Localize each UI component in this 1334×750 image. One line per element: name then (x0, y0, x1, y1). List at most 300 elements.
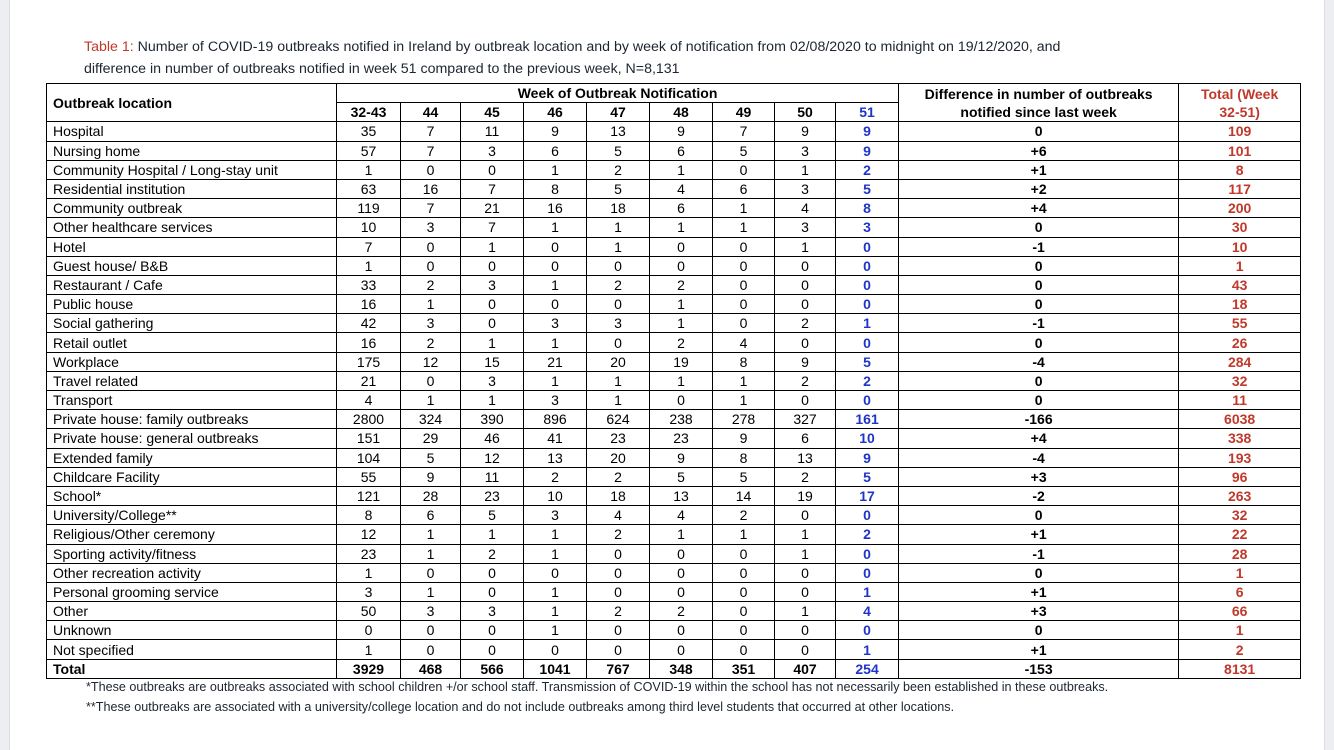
week-44-cell: 7 (401, 141, 461, 160)
week-47-cell: 2 (587, 525, 650, 544)
week-44-cell: 3 (401, 602, 461, 621)
week-48-cell: 0 (650, 391, 713, 410)
total-cell: 193 (1179, 448, 1301, 467)
total-cell: 32 (1179, 506, 1301, 525)
week-44-cell: 1 (401, 391, 461, 410)
week-46-cell: 6 (524, 141, 587, 160)
week-50-cell: 3 (775, 218, 836, 237)
week-51-cell: 0 (836, 333, 899, 352)
table-row (47, 179, 1301, 198)
week-44-cell: 1 (401, 582, 461, 601)
week-32-43-cell: 4 (337, 391, 401, 410)
week-50-cell: 4 (775, 199, 836, 218)
header-total-line1: Total (Week (1200, 85, 1279, 102)
week-48-cell: 1 (650, 314, 713, 333)
week-47-cell: 624 (587, 410, 650, 429)
outbreak-table-wrapper (46, 83, 1301, 679)
week-32-43-cell: 57 (337, 141, 401, 160)
total-cell: 1 (1179, 256, 1301, 275)
location-cell: Childcare Facility (47, 467, 337, 486)
difference-cell: -1 (899, 237, 1179, 256)
week-47-cell: 1 (587, 391, 650, 410)
week-48-cell: 9 (650, 122, 713, 141)
difference-cell: 0 (899, 295, 1179, 314)
week-50-cell: 3 (775, 141, 836, 160)
week-44-cell: 468 (401, 659, 461, 678)
week-48-cell: 2 (650, 602, 713, 621)
week-47-cell: 20 (587, 448, 650, 467)
week-47-cell: 13 (587, 122, 650, 141)
week-50-cell: 327 (775, 410, 836, 429)
week-50-cell: 1 (775, 602, 836, 621)
week-45-cell: 3 (461, 275, 524, 294)
header-row-1 (47, 84, 1301, 103)
week-46-cell: 21 (524, 352, 587, 371)
week-50-cell: 0 (775, 391, 836, 410)
week-49-cell: 5 (713, 467, 775, 486)
week-49-cell: 351 (713, 659, 775, 678)
week-46-cell: 1 (524, 371, 587, 390)
week-46-cell: 0 (524, 256, 587, 275)
difference-cell: 0 (899, 371, 1179, 390)
week-44-cell: 12 (401, 352, 461, 371)
week-50-cell: 6 (775, 429, 836, 448)
header-week-49: 49 (713, 103, 775, 122)
difference-cell: -2 (899, 486, 1179, 505)
week-49-cell: 0 (713, 237, 775, 256)
total-cell: 284 (1179, 352, 1301, 371)
week-50-cell: 9 (775, 122, 836, 141)
difference-cell: +1 (899, 160, 1179, 179)
week-44-cell: 3 (401, 218, 461, 237)
week-51-cell: 0 (836, 275, 899, 294)
week-44-cell: 29 (401, 429, 461, 448)
week-45-cell: 23 (461, 486, 524, 505)
week-51-cell: 9 (836, 141, 899, 160)
table-row (47, 256, 1301, 275)
week-32-43-cell: 119 (337, 199, 401, 218)
total-cell: 26 (1179, 333, 1301, 352)
week-46-cell: 2 (524, 467, 587, 486)
location-cell: Restaurant / Cafe (47, 275, 337, 294)
difference-cell: +1 (899, 640, 1179, 659)
week-45-cell: 7 (461, 218, 524, 237)
week-48-cell: 2 (650, 333, 713, 352)
week-44-cell: 5 (401, 448, 461, 467)
table-row (47, 544, 1301, 563)
week-49-cell: 0 (713, 314, 775, 333)
difference-cell: 0 (899, 391, 1179, 410)
week-45-cell: 0 (461, 160, 524, 179)
week-51-cell: 0 (836, 237, 899, 256)
week-50-cell: 0 (775, 275, 836, 294)
week-44-cell: 1 (401, 525, 461, 544)
week-32-43-cell: 175 (337, 352, 401, 371)
week-45-cell: 0 (461, 582, 524, 601)
week-51-cell: 17 (836, 486, 899, 505)
header-week-48: 48 (650, 103, 713, 122)
header-week-32-43: 32-43 (337, 103, 401, 122)
table-row (47, 333, 1301, 352)
week-48-cell: 2 (650, 275, 713, 294)
table-caption (84, 36, 1284, 80)
total-cell: 2 (1179, 640, 1301, 659)
footnote-school: *These outbreaks are outbreaks associated with school children +/or school staff. Transmission of COVID-19 within the school has not necessarily been established in these outbreaks. (86, 680, 1109, 694)
location-cell: Religious/Other ceremony (47, 525, 337, 544)
table-row (47, 122, 1301, 141)
week-47-cell: 18 (587, 486, 650, 505)
total-label: Total (47, 659, 337, 678)
week-44-cell: 9 (401, 467, 461, 486)
header-week-50: 50 (775, 103, 836, 122)
week-50-cell: 407 (775, 659, 836, 678)
week-44-cell: 7 (401, 199, 461, 218)
week-46-cell: 1 (524, 582, 587, 601)
week-46-cell: 10 (524, 486, 587, 505)
week-50-cell: 0 (775, 333, 836, 352)
week-32-43-cell: 21 (337, 371, 401, 390)
table-row (47, 199, 1301, 218)
week-44-cell: 16 (401, 179, 461, 198)
week-45-cell: 1 (461, 525, 524, 544)
week-45-cell: 7 (461, 179, 524, 198)
week-32-43-cell: 104 (337, 448, 401, 467)
table-row (47, 448, 1301, 467)
week-47-cell: 1 (587, 371, 650, 390)
caption-line2: difference in number of outbreaks notified in week 51 compared to the previous week, N=8,131 (84, 61, 680, 77)
total-cell: 28 (1179, 544, 1301, 563)
week-50-cell: 9 (775, 352, 836, 371)
header-week-44: 44 (401, 103, 461, 122)
location-cell: Sporting activity/fitness (47, 544, 337, 563)
week-50-cell: 19 (775, 486, 836, 505)
week-32-43-cell: 151 (337, 429, 401, 448)
difference-cell: -1 (899, 314, 1179, 333)
location-cell: Extended family (47, 448, 337, 467)
header-week-group: Week of Outbreak Notification (337, 84, 899, 103)
footnote-university: **These outbreaks are associated with a university/college location and do not include outbreaks among third level students that occurred at other locations. (86, 700, 955, 714)
week-47-cell: 0 (587, 621, 650, 640)
week-44-cell: 7 (401, 122, 461, 141)
total-cell: 6038 (1179, 410, 1301, 429)
location-cell: Community outbreak (47, 199, 337, 218)
week-44-cell: 0 (401, 256, 461, 275)
location-cell: Other healthcare services (47, 218, 337, 237)
week-51-cell: 0 (836, 563, 899, 582)
week-32-43-cell: 16 (337, 333, 401, 352)
difference-cell: +1 (899, 525, 1179, 544)
week-44-cell: 0 (401, 237, 461, 256)
location-cell: Private house: general outbreaks (47, 429, 337, 448)
week-49-cell: 1 (713, 391, 775, 410)
week-51-cell: 5 (836, 179, 899, 198)
location-cell: Other (47, 602, 337, 621)
total-cell: 117 (1179, 179, 1301, 198)
week-49-cell: 0 (713, 295, 775, 314)
week-48-cell: 5 (650, 467, 713, 486)
week-47-cell: 18 (587, 199, 650, 218)
week-51-cell: 0 (836, 506, 899, 525)
week-49-cell: 0 (713, 602, 775, 621)
week-51-cell: 1 (836, 314, 899, 333)
week-48-cell: 1 (650, 295, 713, 314)
week-51-cell: 1 (836, 640, 899, 659)
table-row (47, 352, 1301, 371)
week-44-cell: 0 (401, 371, 461, 390)
header-difference-line1: Difference in number of outbreaks (924, 85, 1153, 102)
week-46-cell: 16 (524, 199, 587, 218)
location-cell: Unknown (47, 621, 337, 640)
week-48-cell: 0 (650, 544, 713, 563)
week-48-cell: 0 (650, 256, 713, 275)
week-32-43-cell: 7 (337, 237, 401, 256)
week-47-cell: 0 (587, 295, 650, 314)
total-cell: 96 (1179, 467, 1301, 486)
table-row (47, 141, 1301, 160)
week-45-cell: 5 (461, 506, 524, 525)
location-cell: Travel related (47, 371, 337, 390)
week-32-43-cell: 23 (337, 544, 401, 563)
week-45-cell: 46 (461, 429, 524, 448)
table-row (47, 410, 1301, 429)
week-44-cell: 28 (401, 486, 461, 505)
table-row (47, 218, 1301, 237)
week-48-cell: 13 (650, 486, 713, 505)
week-50-cell: 0 (775, 295, 836, 314)
week-44-cell: 6 (401, 506, 461, 525)
week-32-43-cell: 35 (337, 122, 401, 141)
week-50-cell: 1 (775, 160, 836, 179)
header-week-46: 46 (524, 103, 587, 122)
week-46-cell: 1 (524, 275, 587, 294)
table-row (47, 467, 1301, 486)
week-48-cell: 1 (650, 371, 713, 390)
location-cell: Workplace (47, 352, 337, 371)
week-47-cell: 3 (587, 314, 650, 333)
location-cell: Retail outlet (47, 333, 337, 352)
table-row (47, 486, 1301, 505)
difference-cell: 0 (899, 256, 1179, 275)
week-44-cell: 0 (401, 563, 461, 582)
week-50-cell: 0 (775, 506, 836, 525)
week-48-cell: 6 (650, 199, 713, 218)
week-46-cell: 3 (524, 314, 587, 333)
week-48-cell: 0 (650, 621, 713, 640)
week-32-43-cell: 63 (337, 179, 401, 198)
week-49-cell: 0 (713, 160, 775, 179)
week-45-cell: 2 (461, 544, 524, 563)
total-cell: 6 (1179, 582, 1301, 601)
table-row (47, 391, 1301, 410)
table-row (47, 621, 1301, 640)
week-44-cell: 3 (401, 314, 461, 333)
difference-cell: +2 (899, 179, 1179, 198)
week-51-cell: 1 (836, 582, 899, 601)
week-47-cell: 4 (587, 506, 650, 525)
week-45-cell: 3 (461, 602, 524, 621)
location-cell: Community Hospital / Long-stay unit (47, 160, 337, 179)
week-47-cell: 5 (587, 179, 650, 198)
difference-cell: 0 (899, 563, 1179, 582)
week-47-cell: 2 (587, 467, 650, 486)
week-46-cell: 1 (524, 218, 587, 237)
total-cell: 200 (1179, 199, 1301, 218)
week-50-cell: 0 (775, 621, 836, 640)
difference-cell: 0 (899, 333, 1179, 352)
week-48-cell: 1 (650, 525, 713, 544)
week-45-cell: 0 (461, 256, 524, 275)
header-total (1179, 84, 1301, 122)
week-48-cell: 238 (650, 410, 713, 429)
week-45-cell: 11 (461, 122, 524, 141)
week-32-43-cell: 1 (337, 640, 401, 659)
week-48-cell: 4 (650, 506, 713, 525)
week-46-cell: 1041 (524, 659, 587, 678)
table-body (47, 122, 1301, 678)
week-49-cell: 0 (713, 275, 775, 294)
week-51-cell: 4 (836, 602, 899, 621)
week-50-cell: 0 (775, 582, 836, 601)
difference-cell: +6 (899, 141, 1179, 160)
week-47-cell: 2 (587, 275, 650, 294)
week-32-43-cell: 42 (337, 314, 401, 333)
week-45-cell: 566 (461, 659, 524, 678)
week-48-cell: 1 (650, 218, 713, 237)
difference-cell: -4 (899, 352, 1179, 371)
week-44-cell: 324 (401, 410, 461, 429)
difference-cell: +4 (899, 199, 1179, 218)
table-row (47, 525, 1301, 544)
total-cell: 8131 (1179, 659, 1301, 678)
week-47-cell: 0 (587, 640, 650, 659)
week-46-cell: 0 (524, 640, 587, 659)
week-46-cell: 41 (524, 429, 587, 448)
week-45-cell: 0 (461, 314, 524, 333)
week-50-cell: 2 (775, 314, 836, 333)
week-45-cell: 15 (461, 352, 524, 371)
week-45-cell: 0 (461, 621, 524, 640)
week-48-cell: 348 (650, 659, 713, 678)
location-cell: Private house: family outbreaks (47, 410, 337, 429)
week-47-cell: 23 (587, 429, 650, 448)
week-49-cell: 0 (713, 256, 775, 275)
table-row (47, 640, 1301, 659)
week-51-cell: 10 (836, 429, 899, 448)
week-48-cell: 0 (650, 237, 713, 256)
week-48-cell: 9 (650, 448, 713, 467)
difference-cell: +4 (899, 429, 1179, 448)
week-51-cell: 2 (836, 525, 899, 544)
week-47-cell: 20 (587, 352, 650, 371)
week-47-cell: 2 (587, 160, 650, 179)
week-32-43-cell: 0 (337, 621, 401, 640)
week-45-cell: 11 (461, 467, 524, 486)
week-50-cell: 0 (775, 256, 836, 275)
location-cell: Residential institution (47, 179, 337, 198)
week-45-cell: 12 (461, 448, 524, 467)
week-50-cell: 0 (775, 640, 836, 659)
week-51-cell: 0 (836, 544, 899, 563)
week-47-cell: 0 (587, 256, 650, 275)
total-cell: 109 (1179, 122, 1301, 141)
week-49-cell: 14 (713, 486, 775, 505)
week-45-cell: 390 (461, 410, 524, 429)
footnotes (86, 677, 1108, 717)
week-46-cell: 0 (524, 295, 587, 314)
week-46-cell: 13 (524, 448, 587, 467)
total-cell: 8 (1179, 160, 1301, 179)
week-51-cell: 5 (836, 352, 899, 371)
week-49-cell: 4 (713, 333, 775, 352)
total-row (47, 659, 1301, 678)
week-51-cell: 9 (836, 122, 899, 141)
week-49-cell: 0 (713, 640, 775, 659)
week-48-cell: 23 (650, 429, 713, 448)
outbreak-table (46, 83, 1301, 679)
week-48-cell: 6 (650, 141, 713, 160)
week-49-cell: 0 (713, 621, 775, 640)
right-border-strip (1324, 0, 1334, 750)
week-46-cell: 0 (524, 563, 587, 582)
week-47-cell: 1 (587, 237, 650, 256)
week-46-cell: 3 (524, 391, 587, 410)
week-32-43-cell: 16 (337, 295, 401, 314)
table-row (47, 237, 1301, 256)
week-51-cell: 0 (836, 256, 899, 275)
week-47-cell: 2 (587, 602, 650, 621)
header-week-45: 45 (461, 103, 524, 122)
week-49-cell: 8 (713, 352, 775, 371)
week-45-cell: 1 (461, 237, 524, 256)
location-cell: Hotel (47, 237, 337, 256)
total-cell: 66 (1179, 602, 1301, 621)
week-45-cell: 1 (461, 333, 524, 352)
week-49-cell: 5 (713, 141, 775, 160)
week-46-cell: 1 (524, 602, 587, 621)
table-row (47, 506, 1301, 525)
location-cell: Personal grooming service (47, 582, 337, 601)
difference-cell: +1 (899, 582, 1179, 601)
week-51-cell: 0 (836, 621, 899, 640)
week-45-cell: 0 (461, 295, 524, 314)
week-46-cell: 1 (524, 544, 587, 563)
week-32-43-cell: 1 (337, 563, 401, 582)
week-49-cell: 9 (713, 429, 775, 448)
total-cell: 10 (1179, 237, 1301, 256)
week-51-cell: 3 (836, 218, 899, 237)
week-50-cell: 0 (775, 563, 836, 582)
table-row (47, 563, 1301, 582)
week-46-cell: 1 (524, 333, 587, 352)
total-cell: 55 (1179, 314, 1301, 333)
week-32-43-cell: 50 (337, 602, 401, 621)
table-row (47, 602, 1301, 621)
week-51-cell: 9 (836, 448, 899, 467)
left-border-strip (0, 0, 10, 750)
header-outbreak-location: Outbreak location (47, 84, 337, 122)
week-46-cell: 896 (524, 410, 587, 429)
week-44-cell: 2 (401, 333, 461, 352)
difference-cell: 0 (899, 506, 1179, 525)
week-45-cell: 0 (461, 563, 524, 582)
week-50-cell: 1 (775, 525, 836, 544)
week-46-cell: 3 (524, 506, 587, 525)
total-cell: 338 (1179, 429, 1301, 448)
week-32-43-cell: 121 (337, 486, 401, 505)
location-cell: Social gathering (47, 314, 337, 333)
location-cell: Other recreation activity (47, 563, 337, 582)
table-row (47, 295, 1301, 314)
